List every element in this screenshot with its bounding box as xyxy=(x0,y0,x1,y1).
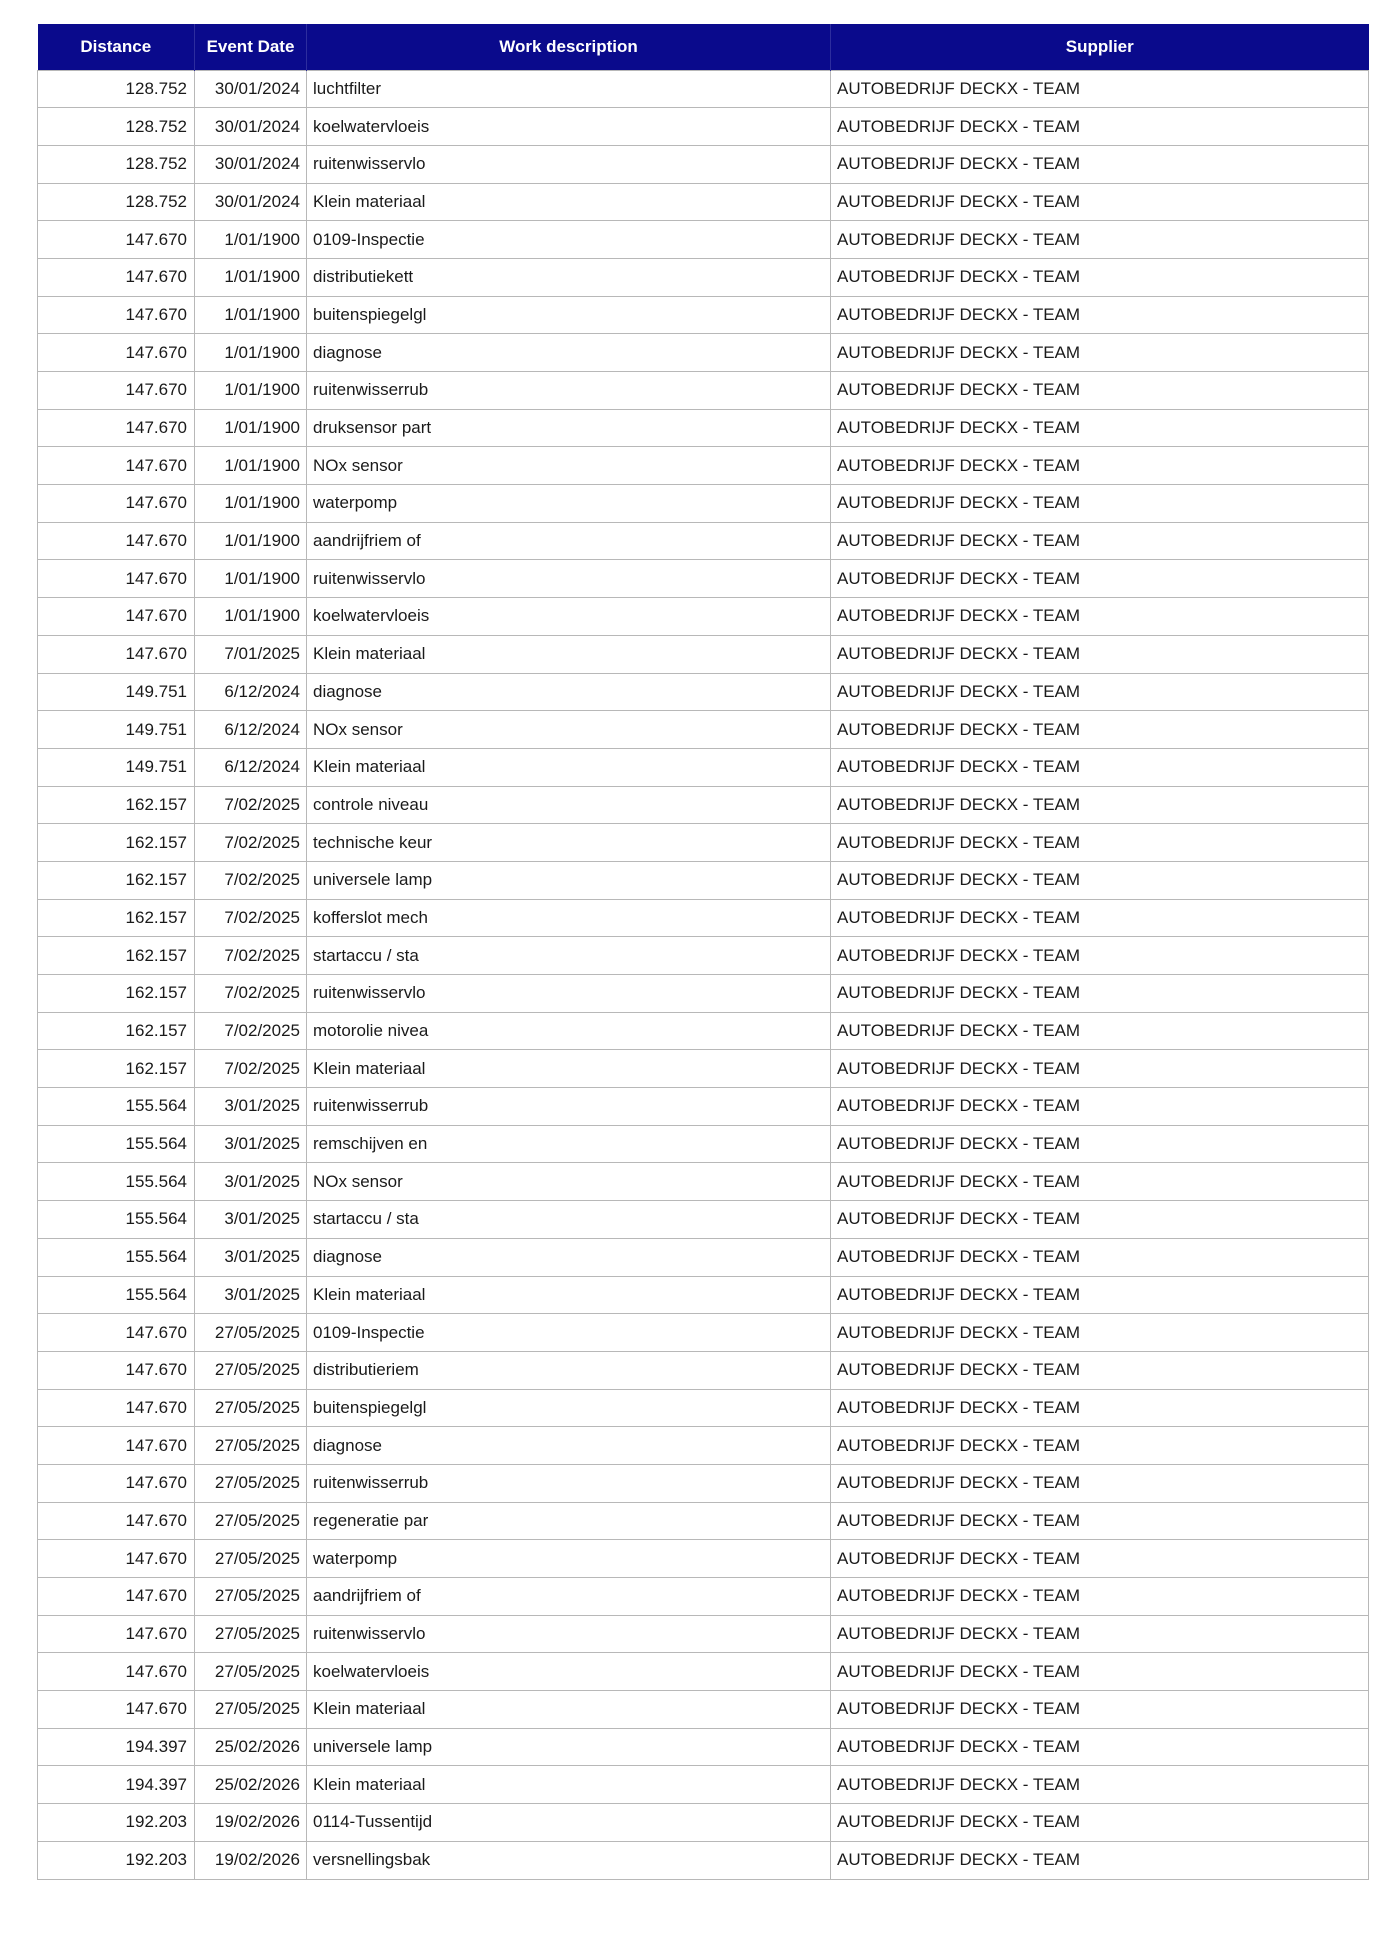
table-row xyxy=(38,334,1369,372)
cell-distance: 162.157 xyxy=(38,1012,195,1050)
cell-supplier: AUTOBEDRIJF DECKX - TEAM xyxy=(831,1578,1369,1616)
cell-work-description: diagnose xyxy=(307,334,831,372)
cell-work-description: luchtfilter xyxy=(307,70,831,108)
table-row xyxy=(38,1728,1369,1766)
cell-supplier: AUTOBEDRIJF DECKX - TEAM xyxy=(831,748,1369,786)
cell-distance: 155.564 xyxy=(38,1276,195,1314)
cell-work-description: 0114-Tussentijd xyxy=(307,1804,831,1842)
cell-event-date: 7/02/2025 xyxy=(195,975,307,1013)
cell-work-description: distributiekett xyxy=(307,258,831,296)
cell-supplier: AUTOBEDRIJF DECKX - TEAM xyxy=(831,409,1369,447)
table-row xyxy=(38,1578,1369,1616)
table-row xyxy=(38,485,1369,523)
cell-work-description: Klein materiaal xyxy=(307,1766,831,1804)
table-row xyxy=(38,258,1369,296)
cell-event-date: 1/01/1900 xyxy=(195,598,307,636)
cell-event-date: 7/02/2025 xyxy=(195,861,307,899)
table-row xyxy=(38,1163,1369,1201)
table-row xyxy=(38,861,1369,899)
table-row xyxy=(38,1804,1369,1842)
cell-distance: 147.670 xyxy=(38,1314,195,1352)
table-body xyxy=(38,70,1369,1879)
cell-distance: 147.670 xyxy=(38,1464,195,1502)
cell-distance: 149.751 xyxy=(38,673,195,711)
cell-event-date: 1/01/1900 xyxy=(195,409,307,447)
cell-supplier: AUTOBEDRIJF DECKX - TEAM xyxy=(831,447,1369,485)
cell-distance: 147.670 xyxy=(38,1502,195,1540)
cell-supplier: AUTOBEDRIJF DECKX - TEAM xyxy=(831,1389,1369,1427)
cell-event-date: 27/05/2025 xyxy=(195,1578,307,1616)
cell-supplier: AUTOBEDRIJF DECKX - TEAM xyxy=(831,1201,1369,1239)
cell-event-date: 25/02/2026 xyxy=(195,1766,307,1804)
cell-work-description: Klein materiaal xyxy=(307,183,831,221)
cell-event-date: 7/02/2025 xyxy=(195,1012,307,1050)
cell-event-date: 30/01/2024 xyxy=(195,108,307,146)
cell-supplier: AUTOBEDRIJF DECKX - TEAM xyxy=(831,1314,1369,1352)
table-row xyxy=(38,1502,1369,1540)
cell-work-description: diagnose xyxy=(307,1238,831,1276)
table-header xyxy=(38,24,1369,70)
cell-supplier: AUTOBEDRIJF DECKX - TEAM xyxy=(831,1238,1369,1276)
cell-supplier: AUTOBEDRIJF DECKX - TEAM xyxy=(831,221,1369,259)
cell-work-description: kofferslot mech xyxy=(307,899,831,937)
cell-supplier: AUTOBEDRIJF DECKX - TEAM xyxy=(831,372,1369,410)
cell-work-description: koelwatervloeis xyxy=(307,108,831,146)
cell-supplier: AUTOBEDRIJF DECKX - TEAM xyxy=(831,1125,1369,1163)
cell-distance: 149.751 xyxy=(38,711,195,749)
cell-work-description: koelwatervloeis xyxy=(307,1653,831,1691)
cell-event-date: 27/05/2025 xyxy=(195,1427,307,1465)
cell-distance: 147.670 xyxy=(38,1653,195,1691)
cell-supplier: AUTOBEDRIJF DECKX - TEAM xyxy=(831,1276,1369,1314)
cell-event-date: 30/01/2024 xyxy=(195,145,307,183)
cell-work-description: distributieriem xyxy=(307,1351,831,1389)
cell-supplier: AUTOBEDRIJF DECKX - TEAM xyxy=(831,1766,1369,1804)
table-row xyxy=(38,145,1369,183)
table-row xyxy=(38,937,1369,975)
cell-supplier: AUTOBEDRIJF DECKX - TEAM xyxy=(831,108,1369,146)
cell-supplier: AUTOBEDRIJF DECKX - TEAM xyxy=(831,1841,1369,1879)
cell-distance: 147.670 xyxy=(38,1691,195,1729)
cell-work-description: Klein materiaal xyxy=(307,748,831,786)
cell-distance: 147.670 xyxy=(38,1578,195,1616)
table-row xyxy=(38,1314,1369,1352)
cell-distance: 147.670 xyxy=(38,522,195,560)
table-row xyxy=(38,1766,1369,1804)
table-row xyxy=(38,1464,1369,1502)
cell-event-date: 6/12/2024 xyxy=(195,673,307,711)
table-row xyxy=(38,598,1369,636)
cell-distance: 147.670 xyxy=(38,485,195,523)
cell-work-description: controle niveau xyxy=(307,786,831,824)
cell-work-description: waterpomp xyxy=(307,485,831,523)
cell-work-description: 0109-Inspectie xyxy=(307,1314,831,1352)
header-row xyxy=(38,24,1369,70)
cell-work-description: ruitenwisservlo xyxy=(307,145,831,183)
table-row xyxy=(38,899,1369,937)
cell-event-date: 1/01/1900 xyxy=(195,522,307,560)
cell-event-date: 6/12/2024 xyxy=(195,748,307,786)
cell-supplier: AUTOBEDRIJF DECKX - TEAM xyxy=(831,522,1369,560)
table-row xyxy=(38,1540,1369,1578)
cell-event-date: 7/02/2025 xyxy=(195,824,307,862)
cell-distance: 162.157 xyxy=(38,975,195,1013)
table-row xyxy=(38,522,1369,560)
table-row xyxy=(38,1088,1369,1126)
cell-supplier: AUTOBEDRIJF DECKX - TEAM xyxy=(831,334,1369,372)
cell-distance: 147.670 xyxy=(38,1615,195,1653)
cell-work-description: technische keur xyxy=(307,824,831,862)
table-row xyxy=(38,1841,1369,1879)
table-row xyxy=(38,447,1369,485)
cell-work-description: aandrijfriem of xyxy=(307,1578,831,1616)
cell-distance: 194.397 xyxy=(38,1728,195,1766)
cell-supplier: AUTOBEDRIJF DECKX - TEAM xyxy=(831,70,1369,108)
cell-event-date: 1/01/1900 xyxy=(195,221,307,259)
column-header-supplier: Supplier xyxy=(831,24,1369,70)
cell-event-date: 7/01/2025 xyxy=(195,635,307,673)
table-row xyxy=(38,1427,1369,1465)
cell-event-date: 30/01/2024 xyxy=(195,183,307,221)
cell-event-date: 19/02/2026 xyxy=(195,1841,307,1879)
table-row xyxy=(38,1276,1369,1314)
cell-event-date: 1/01/1900 xyxy=(195,447,307,485)
cell-event-date: 7/02/2025 xyxy=(195,899,307,937)
cell-event-date: 6/12/2024 xyxy=(195,711,307,749)
table-row xyxy=(38,711,1369,749)
cell-work-description: ruitenwisserrub xyxy=(307,372,831,410)
cell-work-description: ruitenwisservlo xyxy=(307,560,831,598)
cell-supplier: AUTOBEDRIJF DECKX - TEAM xyxy=(831,635,1369,673)
cell-distance: 147.670 xyxy=(38,221,195,259)
cell-work-description: NOx sensor xyxy=(307,711,831,749)
cell-supplier: AUTOBEDRIJF DECKX - TEAM xyxy=(831,1728,1369,1766)
cell-supplier: AUTOBEDRIJF DECKX - TEAM xyxy=(831,861,1369,899)
cell-event-date: 1/01/1900 xyxy=(195,258,307,296)
cell-distance: 162.157 xyxy=(38,861,195,899)
cell-supplier: AUTOBEDRIJF DECKX - TEAM xyxy=(831,1163,1369,1201)
cell-work-description: NOx sensor xyxy=(307,447,831,485)
table-row xyxy=(38,748,1369,786)
cell-supplier: AUTOBEDRIJF DECKX - TEAM xyxy=(831,1012,1369,1050)
cell-supplier: AUTOBEDRIJF DECKX - TEAM xyxy=(831,1540,1369,1578)
cell-work-description: ruitenwisservlo xyxy=(307,1615,831,1653)
cell-distance: 192.203 xyxy=(38,1841,195,1879)
cell-supplier: AUTOBEDRIJF DECKX - TEAM xyxy=(831,258,1369,296)
cell-supplier: AUTOBEDRIJF DECKX - TEAM xyxy=(831,673,1369,711)
cell-work-description: regeneratie par xyxy=(307,1502,831,1540)
table-row xyxy=(38,1012,1369,1050)
cell-event-date: 27/05/2025 xyxy=(195,1502,307,1540)
table-row xyxy=(38,975,1369,1013)
table-row xyxy=(38,1351,1369,1389)
cell-distance: 162.157 xyxy=(38,937,195,975)
cell-distance: 147.670 xyxy=(38,560,195,598)
maintenance-history-table xyxy=(37,24,1369,1880)
cell-work-description: ruitenwisserrub xyxy=(307,1464,831,1502)
cell-event-date: 27/05/2025 xyxy=(195,1653,307,1691)
cell-work-description: Klein materiaal xyxy=(307,635,831,673)
cell-distance: 147.670 xyxy=(38,258,195,296)
cell-distance: 147.670 xyxy=(38,334,195,372)
cell-supplier: AUTOBEDRIJF DECKX - TEAM xyxy=(831,1351,1369,1389)
cell-supplier: AUTOBEDRIJF DECKX - TEAM xyxy=(831,786,1369,824)
cell-distance: 162.157 xyxy=(38,786,195,824)
cell-event-date: 7/02/2025 xyxy=(195,1050,307,1088)
cell-distance: 147.670 xyxy=(38,372,195,410)
cell-work-description: startaccu / sta xyxy=(307,1201,831,1239)
cell-work-description: buitenspiegelgl xyxy=(307,1389,831,1427)
cell-work-description: Klein materiaal xyxy=(307,1050,831,1088)
cell-distance: 155.564 xyxy=(38,1201,195,1239)
cell-distance: 147.670 xyxy=(38,447,195,485)
cell-supplier: AUTOBEDRIJF DECKX - TEAM xyxy=(831,975,1369,1013)
cell-distance: 194.397 xyxy=(38,1766,195,1804)
table-row xyxy=(38,221,1369,259)
cell-distance: 162.157 xyxy=(38,1050,195,1088)
cell-supplier: AUTOBEDRIJF DECKX - TEAM xyxy=(831,1464,1369,1502)
cell-supplier: AUTOBEDRIJF DECKX - TEAM xyxy=(831,899,1369,937)
cell-event-date: 7/02/2025 xyxy=(195,937,307,975)
cell-distance: 128.752 xyxy=(38,108,195,146)
cell-event-date: 27/05/2025 xyxy=(195,1351,307,1389)
cell-supplier: AUTOBEDRIJF DECKX - TEAM xyxy=(831,937,1369,975)
table-row xyxy=(38,70,1369,108)
cell-work-description: diagnose xyxy=(307,1427,831,1465)
cell-supplier: AUTOBEDRIJF DECKX - TEAM xyxy=(831,824,1369,862)
cell-distance: 162.157 xyxy=(38,824,195,862)
cell-event-date: 1/01/1900 xyxy=(195,372,307,410)
cell-event-date: 3/01/2025 xyxy=(195,1276,307,1314)
cell-distance: 147.670 xyxy=(38,1540,195,1578)
cell-work-description: Klein materiaal xyxy=(307,1276,831,1314)
cell-work-description: motorolie nivea xyxy=(307,1012,831,1050)
cell-event-date: 27/05/2025 xyxy=(195,1615,307,1653)
cell-distance: 155.564 xyxy=(38,1125,195,1163)
cell-work-description: koelwatervloeis xyxy=(307,598,831,636)
cell-work-description: aandrijfriem of xyxy=(307,522,831,560)
cell-supplier: AUTOBEDRIJF DECKX - TEAM xyxy=(831,1050,1369,1088)
table-row xyxy=(38,1615,1369,1653)
table-row xyxy=(38,108,1369,146)
cell-work-description: Klein materiaal xyxy=(307,1691,831,1729)
cell-distance: 147.670 xyxy=(38,598,195,636)
cell-work-description: buitenspiegelgl xyxy=(307,296,831,334)
cell-event-date: 27/05/2025 xyxy=(195,1691,307,1729)
cell-supplier: AUTOBEDRIJF DECKX - TEAM xyxy=(831,1653,1369,1691)
cell-distance: 155.564 xyxy=(38,1163,195,1201)
cell-supplier: AUTOBEDRIJF DECKX - TEAM xyxy=(831,560,1369,598)
cell-work-description: ruitenwisserrub xyxy=(307,1088,831,1126)
cell-work-description: startaccu / sta xyxy=(307,937,831,975)
cell-event-date: 27/05/2025 xyxy=(195,1464,307,1502)
cell-event-date: 3/01/2025 xyxy=(195,1163,307,1201)
cell-distance: 147.670 xyxy=(38,1389,195,1427)
cell-work-description: universele lamp xyxy=(307,1728,831,1766)
cell-event-date: 27/05/2025 xyxy=(195,1540,307,1578)
cell-supplier: AUTOBEDRIJF DECKX - TEAM xyxy=(831,711,1369,749)
table-row xyxy=(38,296,1369,334)
cell-event-date: 3/01/2025 xyxy=(195,1125,307,1163)
table-row xyxy=(38,635,1369,673)
table-row xyxy=(38,786,1369,824)
cell-distance: 149.751 xyxy=(38,748,195,786)
column-header-distance: Distance xyxy=(80,36,152,56)
cell-event-date: 3/01/2025 xyxy=(195,1088,307,1126)
cell-supplier: AUTOBEDRIJF DECKX - TEAM xyxy=(831,296,1369,334)
table-row xyxy=(38,1653,1369,1691)
cell-event-date: 1/01/1900 xyxy=(195,296,307,334)
cell-supplier: AUTOBEDRIJF DECKX - TEAM xyxy=(831,183,1369,221)
cell-work-description: diagnose xyxy=(307,673,831,711)
cell-event-date: 27/05/2025 xyxy=(195,1314,307,1352)
cell-event-date: 3/01/2025 xyxy=(195,1238,307,1276)
table-row xyxy=(38,1238,1369,1276)
cell-work-description: waterpomp xyxy=(307,1540,831,1578)
cell-work-description: ruitenwisservlo xyxy=(307,975,831,1013)
cell-event-date: 25/02/2026 xyxy=(195,1728,307,1766)
table-row xyxy=(38,183,1369,221)
table-row xyxy=(38,560,1369,598)
cell-distance: 147.670 xyxy=(38,635,195,673)
cell-work-description: universele lamp xyxy=(307,861,831,899)
cell-work-description: remschijven en xyxy=(307,1125,831,1163)
cell-supplier: AUTOBEDRIJF DECKX - TEAM xyxy=(831,1691,1369,1729)
cell-distance: 147.670 xyxy=(38,409,195,447)
cell-event-date: 27/05/2025 xyxy=(195,1389,307,1427)
cell-event-date: 1/01/1900 xyxy=(195,560,307,598)
column-header-work-description: Work description xyxy=(307,24,831,70)
cell-event-date: 1/01/1900 xyxy=(195,334,307,372)
cell-distance: 128.752 xyxy=(38,70,195,108)
cell-supplier: AUTOBEDRIJF DECKX - TEAM xyxy=(831,1088,1369,1126)
cell-supplier: AUTOBEDRIJF DECKX - TEAM xyxy=(831,1427,1369,1465)
cell-supplier: AUTOBEDRIJF DECKX - TEAM xyxy=(831,1804,1369,1842)
column-header-event-date: Event Date xyxy=(195,24,307,70)
table-row xyxy=(38,1389,1369,1427)
cell-event-date: 30/01/2024 xyxy=(195,70,307,108)
table-row xyxy=(38,1201,1369,1239)
cell-supplier: AUTOBEDRIJF DECKX - TEAM xyxy=(831,1502,1369,1540)
table-row xyxy=(38,1125,1369,1163)
cell-distance: 128.752 xyxy=(38,145,195,183)
cell-supplier: AUTOBEDRIJF DECKX - TEAM xyxy=(831,485,1369,523)
cell-event-date: 19/02/2026 xyxy=(195,1804,307,1842)
cell-event-date: 1/01/1900 xyxy=(195,485,307,523)
cell-distance: 192.203 xyxy=(38,1804,195,1842)
table-row xyxy=(38,1050,1369,1088)
cell-supplier: AUTOBEDRIJF DECKX - TEAM xyxy=(831,145,1369,183)
cell-distance: 155.564 xyxy=(38,1088,195,1126)
cell-distance: 128.752 xyxy=(38,183,195,221)
table-row xyxy=(38,409,1369,447)
cell-distance: 147.670 xyxy=(38,296,195,334)
table-row xyxy=(38,824,1369,862)
cell-event-date: 7/02/2025 xyxy=(195,786,307,824)
cell-distance: 162.157 xyxy=(38,899,195,937)
cell-distance: 147.670 xyxy=(38,1427,195,1465)
cell-supplier: AUTOBEDRIJF DECKX - TEAM xyxy=(831,1615,1369,1653)
table-row xyxy=(38,372,1369,410)
cell-distance: 155.564 xyxy=(38,1238,195,1276)
cell-supplier: AUTOBEDRIJF DECKX - TEAM xyxy=(831,598,1369,636)
cell-event-date: 3/01/2025 xyxy=(195,1201,307,1239)
cell-work-description: 0109-Inspectie xyxy=(307,221,831,259)
table-row xyxy=(38,673,1369,711)
table-row xyxy=(38,1691,1369,1729)
cell-distance: 147.670 xyxy=(38,1351,195,1389)
cell-work-description: NOx sensor xyxy=(307,1163,831,1201)
cell-work-description: druksensor part xyxy=(307,409,831,447)
cell-work-description: versnellingsbak xyxy=(307,1841,831,1879)
